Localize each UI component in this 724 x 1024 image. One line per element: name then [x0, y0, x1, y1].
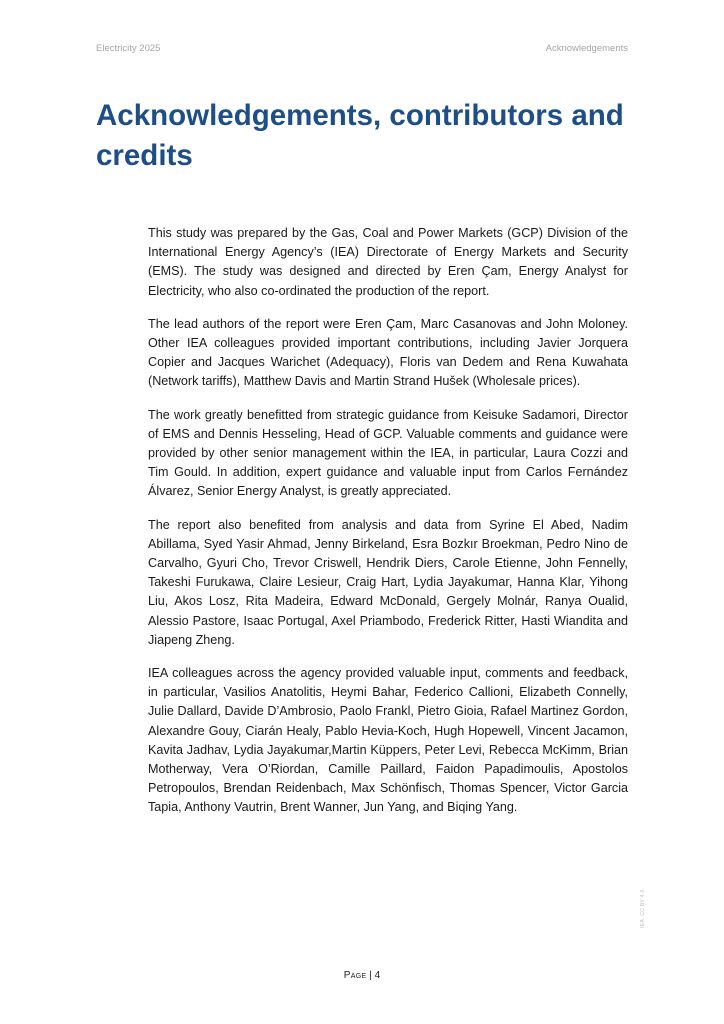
- paragraph-guidance: The work greatly benefitted from strategic guidance from Keisuke Sadamori, Director of EMS and Dennis Hesseling, Head of GCP. Valuable comments and guidance were provided by other senior management within the IEA, in particular, Laura Cozzi and Tim Gould. In addition, expert guidance and valuable input from Carlos Fernández Álvarez, Senior Energy Analyst, is greatly appreciated.: [148, 407, 628, 499]
- page-label: Page: [343, 970, 367, 981]
- header-section-title: Acknowledgements: [545, 43, 628, 54]
- paragraph-preparation: This study was prepared by the Gas, Coal and Power Markets (GCP) Division of the International Energy Agency’s (IEA) Directorate of Energy Markets and Security (EMS). The study was designed and directed by Eren Çam, Energy Analyst for Electricity, who also co-ordinated the production of the report.: [148, 226, 628, 298]
- license-note-text: IEA. CC BY 4.0.: [640, 887, 646, 928]
- paragraph-analysis-contributors: The report also benefited from analysis and data from Syrine El Abed, Nadim Abillama, Syed Yasir Ahmad, Jenny Birkeland, Esra Bozkır Broekman, Pedro Nino de Carvalho, Gyuri Cho, Trevor Criswell, Hendrik Diers, Carole Etienne, John Fennelly, Takeshi Furukawa, Claire Lesieur, Craig Hart, Lydia Jayakumar, Hanna Klar, Yihong Liu, Akos Losz, Rita Madeira, Edward McDonald, Gergely Molnár, Ranya Oualid, Alessio Pastore, Isaac Portugal, Axel Priambodo, Frederick Ritter, Hasti Wiandita and Jiapeng Zheng.: [148, 517, 628, 647]
- page-footer: [0, 970, 724, 981]
- header-report-title: Electricity 2025: [96, 43, 161, 54]
- running-header: [96, 43, 628, 57]
- paragraph-iea-colleagues: IEA colleagues across the agency provided valuable input, comments and feedback, in particular, Vasilios Anatolitis, Heymi Bahar, Federico Callioni, Elizabeth Connelly, Julie Dallard, Davide D’Ambrosio, Paolo Frankl, Pietro Gioia, Rafael Martinez Gordon, Alexandre Gouy, Ciarán Healy, Pablo Hevia-Koch, Hugh Hopewell, Vincent Jacamon, Kavita Jadhav, Lydia Jayakumar,Martin Küppers, Peter Levi, Rebecca McKimm, Brian Motherway, Vera O’Riordan, Camille Paillard, Faidon Papadimoulis, Apostolos Petropoulos, Brendan Reidenbach, Max Schönfisch, Thomas Spencer, Victor Garcia Tapia, Anthony Vautrin, Brent Wanner, Jun Yang, and Biqing Yang.: [148, 666, 628, 815]
- paragraph-lead-authors: The lead authors of the report were Eren Çam, Marc Casanovas and John Moloney. Other IEA colleagues provided important contributions, including Javier Jorquera Copier and Jacques Warichet (Adequacy), Floris van Dedem and Rena Kuwahata (Network tariffs), Matthew Davis and Martin Strand Hušek (Wholesale prices).: [148, 316, 628, 389]
- page-number: 4: [374, 970, 381, 981]
- page-title: Acknowledgements, contributors and credits: [96, 99, 624, 172]
- page-separator: |: [369, 970, 372, 981]
- license-note: [640, 888, 646, 928]
- body-text: [148, 224, 628, 832]
